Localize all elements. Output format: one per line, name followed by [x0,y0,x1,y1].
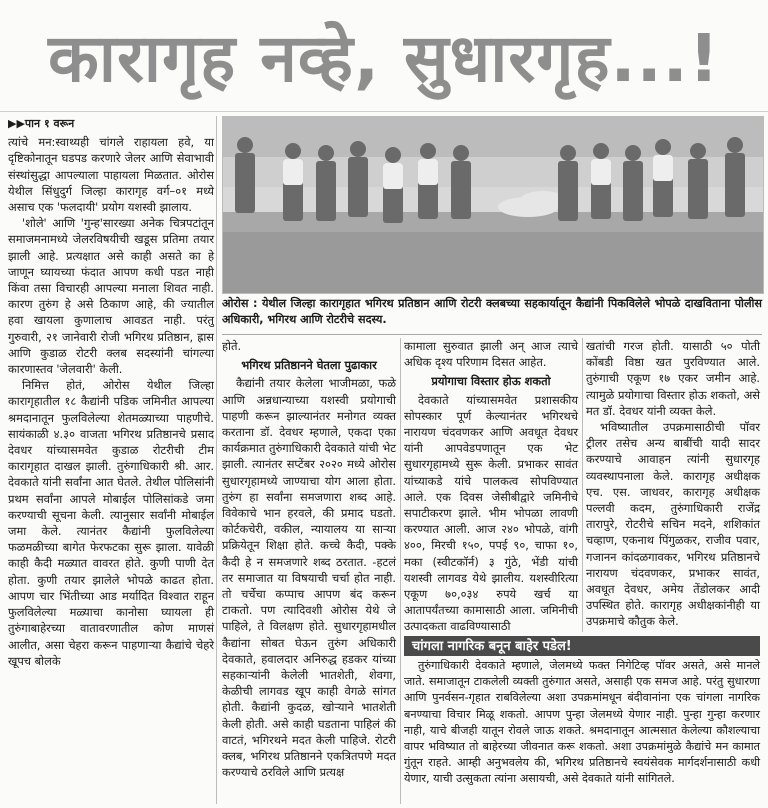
column-divider [400,338,401,804]
continued-from-marker: ▶▶पान १ वरून [8,117,75,130]
paragraph: निमित्त होतं, ओरोस येथील जिल्हा कारागृहातील १८ कैद्यांनी पडिक जमिनीत आपल्या श्रमदानातून फुलविलेल्या शेतमळ्याच्या पाहणीचे. सायंकाळी ४.३० वाजता भगिरथ प्रतिष्ठानचे प्रसाद देवधर यांच्यासमवेत कुडाळ रोटरीची टीम कारागृहात दाखल झाली. तुरुंगाधिकारी श्री. आर. देवकाते यांनी सर्वांना आत घेतले. तेथील पोलिसांनी प्रथम सर्वांना आपले मोबाईल पोलिसांकडे जमा करण्याची सूचना केली. त्यानुसार सर्वांनी मोबाईल जमा केले. त्यानंतर कैद्यांनी फुलविलेल्या फळमळीच्या बागेत फेरफटका सुरू झाला. यावेळी काही कैदी मळ्यात वावरत होते. कुणी पाणी देत होता. कुणी तयार झालेले भोपळे काढत होता. आपण चार भिंतीच्या आड मर्यादित विश्वात राहून फुलविलेल्या मळ्याचा कानोसा घ्यायला ही तुरुंगाबाहेरच्या वातावरणातील कोण माणसं आलीत, असा चेहरा करून पाहणाऱ्या कैद्यांचे चेहरे खूपच बोलके [8,378,214,668]
column-divider [216,116,217,804]
paragraph: त्यांचे मन:स्वाथ्यही चांगले राहायला हवे, या दृष्टिकोनातून घडपड करणारे जेलर आणि सेवाभावी संस्थांसुद्धा आपल्याला पाहायला मिळतात. ओरोस येथील सिंधुदुर्ग जिल्हा कारागृह वर्ग–०१ मध्ये असाच एक 'फलदायी' प्रयोग यशस्वी झालाय. [8,135,214,215]
paragraph: कामाला सुरुवात झाली अन् आज त्याचे अधिक दृश्य परिणाम दिसत आहेत. [404,339,578,370]
paragraph: तुरुंगाधिकारी देवकाते म्हणाले, जेलमध्ये फक्त निगेटिव्ह पॉवर असते, असे मानले जाते. समाजातून टाकलेली व्यक्ती तुरुंगात असते, असाही एक समज आहे. परंतु सुधारणा आणि पुनर्वसन-गृहात राबविलेल्या अशा उपक्रमांमधून बंदीवानांना एक चांगला नागरिक बनण्याचा विचार मिळू शकतो. आपण पुन्हा जेलमध्ये येणार नाही. पुन्हा गुन्हा करणार नाही, याचे बीजही यातून रोवले जाऊ शकते. श्रमदानातून आत्मसात केलेल्या कौशल्याचा वापर भविष्यात तो बाहेरच्या जीवनात करू शकतो. अशा उपक्रमांमुळे कैद्यांचे मन कामात गुंतून राहते. आम्ही अनुभवलेय की, भगिरथ प्रतिष्ठानचे स्वयंसेवक मार्गदर्शनासाठी कधी येणार, याची उत्सुकता त्यांना असायची, असे देवकाते यांनी सांगितले. [404,659,760,786]
section-subheading: भगिरथ प्रतिष्ठानने घेतला पुढाकार [241,358,377,373]
article-column-2 [222,338,396,806]
paragraph: देवकाते यांच्यासमवेत प्रशासकीय सोपस्कार पूर्ण केल्यानंतर भगिरथचे नारायण चंदवणकर आणि अवधूत देवधर यांनी आपवेडपणातून एक भेट सुधारगृहामध्ये सुरू केली. प्रभाकर सावंत यांच्याकडे यांचे पालकत्व सोपविण्यात आले. एक दिवस जेसीबीद्वारे जमिनीचे सपाटीकरण झाले. भीम भोपळा लावणी करण्यात आली. आज २४० भोपळे, वांगी ४००, मिरची १५०, पपई ९०, चाफा १०, मका (स्वीटकॉर्न) ३ गुंठे, भेंडी यांची यशस्वी लागवड येथे झालीय. यशस्वीरित्या एकूण ७०,०३४ रुपये खर्च या आतापर्यंतच्या कामासाठी आला. जमिनीची उत्पादकता वाढविण्यासाठी [404,392,578,634]
section-subheading: प्रयोगाचा विस्तार होऊ शकतो [431,374,551,389]
paragraph: होते. [222,339,242,353]
article-column-4 [586,338,760,632]
box-text [404,658,760,804]
box-heading: चांगला नागरिक बनून बाहेर पडेल! [404,636,760,656]
article-column-1 [8,116,214,806]
column-divider [582,338,583,632]
paragraph: 'शोले' आणि 'गुन्ह'सारख्या अनेक चित्रपटांतून समाजमनामध्ये जेलरविषयीची खडूस प्रतिमा तयार झाली आहे. प्रत्यक्षात असे काही असते का हे जाणून घ्यायच्या फंदात आपण कधी पडत नाही किंवा तसा विचारही आपल्या मनाला शिवत नाही. कारण तुरुंग हे असे ठिकाण आहे, की ज्यातील हवा खायला कुणालाच आवडत नाही. परंतु गुरुवारी, २१ जानेवारी रोजी भगिरथ प्रतिष्ठान, ह्रास आणि कुडाळ रोटरी क्लब सदस्यांनी चांगल्या कारणास्तव 'जेलवारी' केली. [8,216,214,377]
photo-caption: ओरोस : येथील जिल्हा कारागृहात भगिरथ प्रतिष्ठान आणि रोटरी क्लबच्या सहकार्यातून कैद्यांनी पिकविलेले भोपळे दाखविताना पोलीस अधिकारी, भगिरथ आणि रोटरीचे सदस्य. [222,296,762,335]
article-column-3 [404,338,578,632]
group-photo-illustration [223,117,763,293]
headline: कारागृह नव्हे, सुधारगृह...! [0,0,768,112]
paragraph: कैद्यांनी तयार केलेला भाजीमळा, फळे आणि अन्नधान्याच्या यशस्वी प्रयोगाची पाहणी करून झाल्यानंतर मनोगत व्यक्त करताना डॉ. देवधर म्हणाले, एकदा एका कार्यक्रमात तुरुंगाधिकारी देवकाते यांची भेट झाली. त्यानंतर सप्टेंबर २०२० मध्ये ओरोस सुधारगृहामध्ये जाण्याचा योग आला होता. तुरुंग हा सर्वांना समजणारा शब्द आहे. विवेकाचे भान हरवले, की प्रमाद घडतो. कोर्टकचेरी, वकील, न्यायालय या साऱ्या प्रक्रियेतून शिक्षा होते. कच्चे कैदी, पक्के कैदी हे न समजणारे शब्द ठरतात. -हटलं तर समाजात या विषयाची चर्चा होत नाही. तो चर्चेचा कप्पाच आपण बंद करून टाकतो. पण त्यादिवशी ओरोस येथे जे पाहिले, ते विलक्षण होते. सुधारगृहामधील कैद्यांना सोबत घेऊन तुरुंग अधिकारी देवकाते, हवालदार अनिरुद्ध हडकर यांच्या सहकाऱ्यांनी केलेली भातशेती, शेवगा, केळीची लागवड खूप काही वेगळे सांगत होती. कैद्यांनी कुदळ, खोऱ्याने भातशेती केली होती. असे काही घडताना पाहिलं की वाटतं, भगिरथने मदत केली पाहिजे. रोटरी क्लब, भगिरथ प्रतिष्ठानने एकत्रितपणे मदत करण्याचे ठरविले आणि प्रत्यक्ष [222,376,396,780]
paragraph: भविष्यातील उपक्रमासाठीची पॉवर ट्रीलर तसेच अन्य बाबींची यादी सादर करण्याचे आवाहन त्यांनी सुधारगृह व्यवस्थापनाला केले. कारागृह अधीक्षक एच. एस. जाधवर, कारागृह अधीक्षक पल्लवी कदम, तुरुंगाधिकारी राजेंद्र तारापुरे, रोटरीचे सचिन मदने, शशिकांत चव्हाण, एकनाथ पिंगुळकर, राजीव पवार, गजानन कांदळगावकर, भगिरथ प्रतिष्ठानचे नारायण चंदवणकर, प्रभाकर सावंत, अवधूत देवधर, अमेय तेंडोलकर आदी उपस्थित होते. कारागृह अधीक्षकांनीही या उपक्रमाचे कौतुक केले. [586,420,760,629]
paragraph: खतांची गरज होती. यासाठी ५० पोती कोंबडी विष्ठा खत पुरविण्यात आले. तुरुंगाची एकूण १७ एकर जमीन आहे. त्यामुळे प्रयोगाचा विस्तार होऊ शकतो, असे मत डॉ. देवधर यांनी व्यक्त केले. [586,339,760,418]
news-photo [222,116,764,294]
